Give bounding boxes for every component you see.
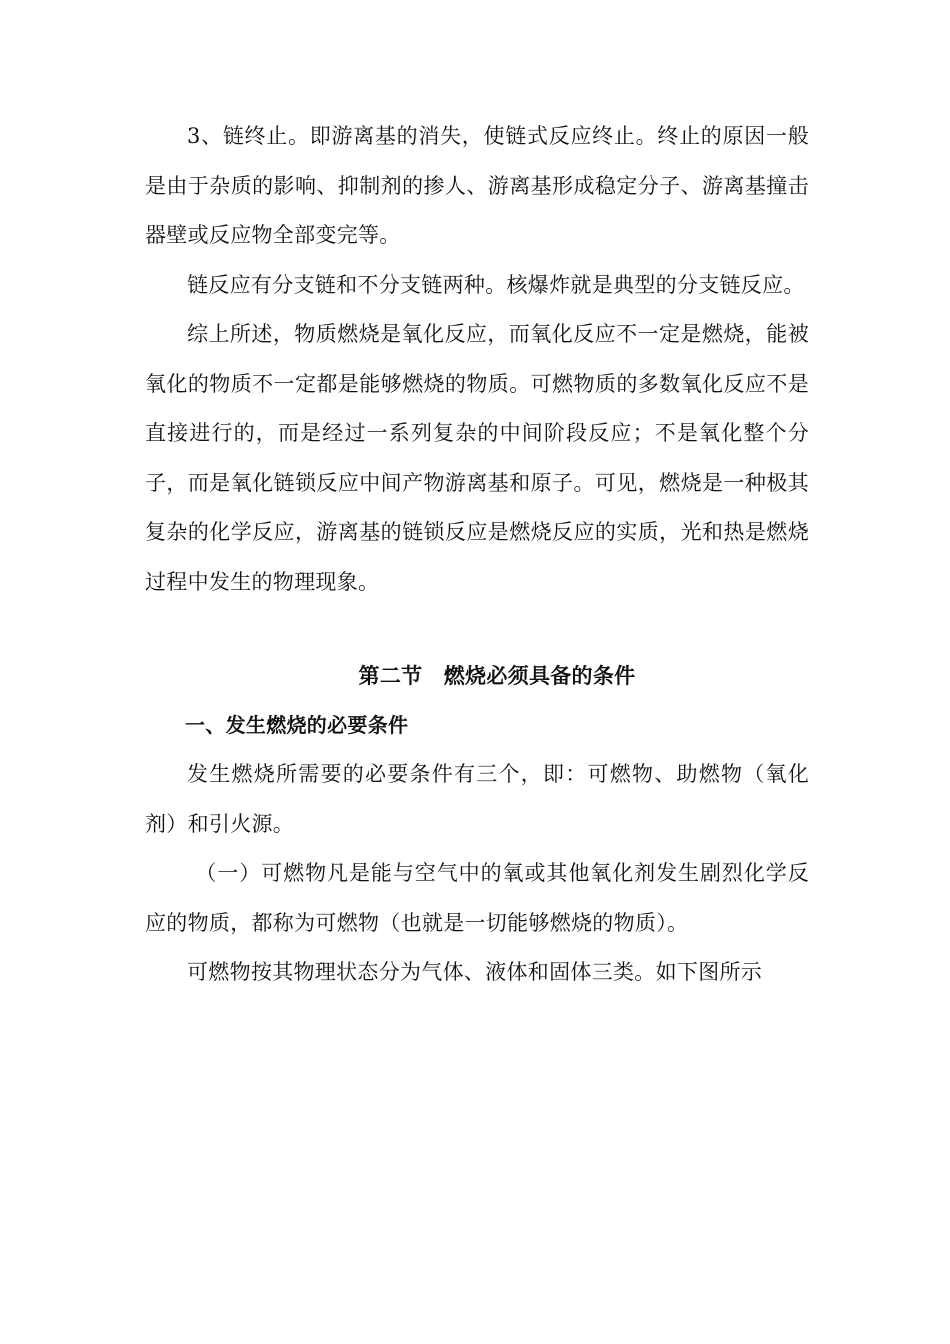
subheading-necessary-conditions: 一、发生燃烧的必要条件 [185,712,409,737]
document-page [145,112,809,998]
paragraph-summary: 综上所述，物质燃烧是氧化反应，而氧化反应不一定是燃烧，能被氧化的物质不一定都是能够燃烧的物质。可燃物质的多数氧化反应不是直接进行的，而是经过一系列复杂的中间阶段反应；不是氧化整个分子，而是氧化链锁反应中间产物游离基和原子。可见，燃烧是一种极其复杂的化学反应，游离基的链锁反应是燃烧反应的实质，光和热是燃烧过程中发生的物理现象。 [145,322,809,594]
paragraph-combustibles-classification: 可燃物按其物理状态分为气体、液体和固体三类。如下图所示 [187,960,763,984]
section-title: 第二节 燃烧必须具备的条件 [358,663,636,688]
paragraph-chain-termination: 3、链终止。即游离基的消失，使链式反应终止。终止的原因一般是由于杂质的影响、抑制剂的掺人、游离基形成稳定分子、游离基撞击器壁或反应物全部变完等。 [145,124,809,247]
paragraph-chain-types: 链反应有分支链和不分支链两种。核爆炸就是典型的分支链反应。 [187,272,805,297]
paragraph-three-conditions: 发生燃烧所需要的必要条件有三个，即：可燃物、助燃物（氧化剂）和引火源。 [145,762,809,836]
paragraph-combustibles-definition: （一）可燃物凡是能与空气中的氧或其他氧化剂发生剧烈化学反应的物质，都称为可燃物（也就是一切能够燃烧的物质）。 [145,861,809,935]
